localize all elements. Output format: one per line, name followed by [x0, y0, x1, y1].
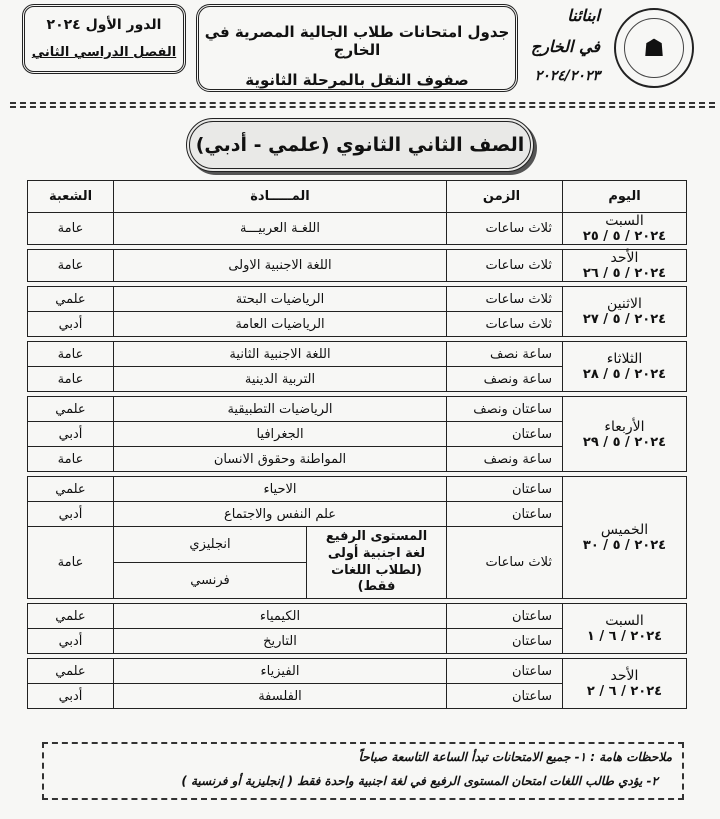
branch-cell: أدبي: [28, 502, 114, 527]
note-2: ٢- يؤدي طالب اللغات امتحان المستوى الرفيع في لغة اجنبية واحدة فقط ( إنجليزية أو فرنسية ): [181, 774, 658, 788]
time-cell: ثلاث ساعات: [447, 250, 563, 282]
branch-cell: أدبي: [28, 422, 114, 447]
time-cell: ساعة ونصف: [447, 367, 563, 392]
advanced-level-label: [307, 527, 447, 599]
term-box: [22, 4, 186, 74]
branch-cell: عامة: [28, 527, 114, 599]
language-option-english: انجليزي: [114, 527, 307, 563]
day-cell: [563, 659, 687, 709]
notes-box: [42, 742, 684, 800]
header-branch: الشعبة: [28, 181, 114, 213]
day-name: الأربعاء: [604, 418, 645, 435]
subject-cell: التربية الدينية: [114, 367, 447, 392]
advanced-label-line: المستوى الرفيع: [325, 528, 428, 544]
table-row: [28, 659, 687, 684]
header-time: الزمن: [447, 181, 563, 213]
subject-cell: الرياضيات العامة: [114, 312, 447, 337]
day-date: ٢٠٢٤ / ٥ / ٢٩: [582, 434, 667, 450]
time-cell: ساعة نصف: [447, 342, 563, 367]
table-row: [28, 477, 687, 502]
subject-cell: المواطنة وحقوق الانسان: [114, 447, 447, 472]
document-title: جدول امتحانات طلاب الجالية المصرية في الخارج: [204, 23, 510, 59]
day-date: ٢٠٢٤ / ٦ / ١: [586, 629, 663, 644]
branch-cell: عامة: [28, 213, 114, 245]
day-date: ٢٠٢٤ / ٦ / ٢: [586, 684, 663, 699]
day-name: الخميس: [600, 522, 649, 538]
time-cell: ثلاث ساعات: [447, 213, 563, 245]
branch-cell: عامة: [28, 250, 114, 282]
table-row: [28, 250, 687, 282]
grade-title: الصف الثاني الثانوي (علمي - أدبي): [186, 118, 534, 172]
branch-cell: عامة: [28, 447, 114, 472]
day-date: ٢٠٢٤ / ٥ / ٢٧: [582, 312, 667, 327]
sender-line1: ابنائنا: [567, 6, 600, 25]
sender-line2: في الخارج: [530, 37, 600, 56]
table-row: [28, 213, 687, 245]
ministry-logo: [614, 8, 694, 88]
time-cell: ساعتان: [447, 629, 563, 654]
day-name: السبت: [605, 213, 644, 229]
subject-cell: اللغة الاجنبية الاولى: [114, 250, 447, 282]
time-cell: ساعة ونصف: [447, 447, 563, 472]
branch-cell: أدبي: [28, 312, 114, 337]
subject-cell: الجغرافيا: [114, 422, 447, 447]
table-row: [28, 604, 687, 629]
branch-cell: علمي: [28, 477, 114, 502]
subject-cell: اللغـة العربيـــة: [114, 213, 447, 245]
branch-cell: عامة: [28, 367, 114, 392]
branch-cell: أدبي: [28, 629, 114, 654]
document-header: [0, 0, 720, 100]
title-box: [196, 4, 518, 92]
note-1: ملاحظات هامة : ١- جميع الامتحانات تبدأ الساعة التاسعة صباحاً: [358, 750, 672, 764]
subject-cell: الرياضيات البحتة: [114, 287, 447, 312]
semester-label: الفصل الدراسي الثاني: [31, 45, 177, 60]
subject-cell: اللغة الاجنبية الثانية: [114, 342, 447, 367]
header-day: اليوم: [563, 181, 687, 213]
branch-cell: عامة: [28, 342, 114, 367]
table-row: [28, 287, 687, 312]
day-cell: [563, 287, 687, 337]
advanced-label-line: (لطلاب اللغات فقط): [331, 562, 422, 595]
subject-cell: الرياضيات التطبيقية: [114, 397, 447, 422]
time-cell: ثلاث ساعات: [447, 312, 563, 337]
eagle-emblem-icon: ☗: [624, 18, 684, 78]
header-divider: [10, 102, 715, 108]
time-cell: ساعتان: [447, 422, 563, 447]
table-row: [28, 397, 687, 422]
time-cell: ساعتان: [447, 604, 563, 629]
day-name: الثلاثاء: [606, 351, 643, 367]
exam-schedule-table: [27, 180, 687, 709]
subject-cell: التاريخ: [114, 629, 447, 654]
sender-block: [504, 6, 600, 84]
time-cell: ساعتان: [447, 477, 563, 502]
subject-cell: علم النفس والاجتماع: [114, 502, 447, 527]
header-subject: المـــــادة: [114, 181, 447, 213]
day-name: الاثنين: [607, 296, 642, 312]
day-name: الأحد: [610, 668, 639, 684]
day-date: ٢٠٢٤ / ٥ / ٢٨: [582, 367, 667, 382]
advanced-label-line: لغة اجنبية أولى: [327, 545, 426, 561]
day-cell: [563, 604, 687, 654]
time-cell: ثلاث ساعات: [447, 287, 563, 312]
day-name: السبت: [605, 613, 644, 629]
branch-cell: علمي: [28, 397, 114, 422]
day-cell: [563, 213, 687, 245]
exam-round: الدور الأول ٢٠٢٤: [46, 17, 162, 33]
day-cell: [563, 397, 687, 472]
day-name: الأحد: [610, 250, 639, 266]
sender-year: ٢٠٢٤/٢٠٢٣: [534, 68, 600, 84]
time-cell: ساعتان: [447, 659, 563, 684]
time-cell: ثلاث ساعات: [447, 527, 563, 599]
document-subtitle: صفوف النقل بالمرحلة الثانوية: [245, 71, 469, 89]
day-date: ٢٠٢٤ / ٥ / ٢٥: [582, 229, 667, 244]
table-header-row: [28, 181, 687, 213]
branch-cell: علمي: [28, 659, 114, 684]
time-cell: ساعتان: [447, 684, 563, 709]
branch-cell: علمي: [28, 604, 114, 629]
subject-cell: الاحياء: [114, 477, 447, 502]
subject-cell: الكيمياء: [114, 604, 447, 629]
branch-cell: علمي: [28, 287, 114, 312]
time-cell: ساعتان: [447, 502, 563, 527]
subject-cell: الفلسفة: [114, 684, 447, 709]
language-option-french: فرنسي: [114, 563, 307, 599]
day-cell: [563, 477, 687, 599]
table-row: [28, 342, 687, 367]
day-cell: [563, 342, 687, 392]
branch-cell: أدبي: [28, 684, 114, 709]
day-date: ٢٠٢٤ / ٥ / ٣٠: [582, 538, 667, 553]
day-cell: [563, 250, 687, 282]
subject-cell: الفيزياء: [114, 659, 447, 684]
day-date: ٢٠٢٤ / ٥ / ٢٦: [582, 266, 667, 281]
time-cell: ساعتان ونصف: [447, 397, 563, 422]
